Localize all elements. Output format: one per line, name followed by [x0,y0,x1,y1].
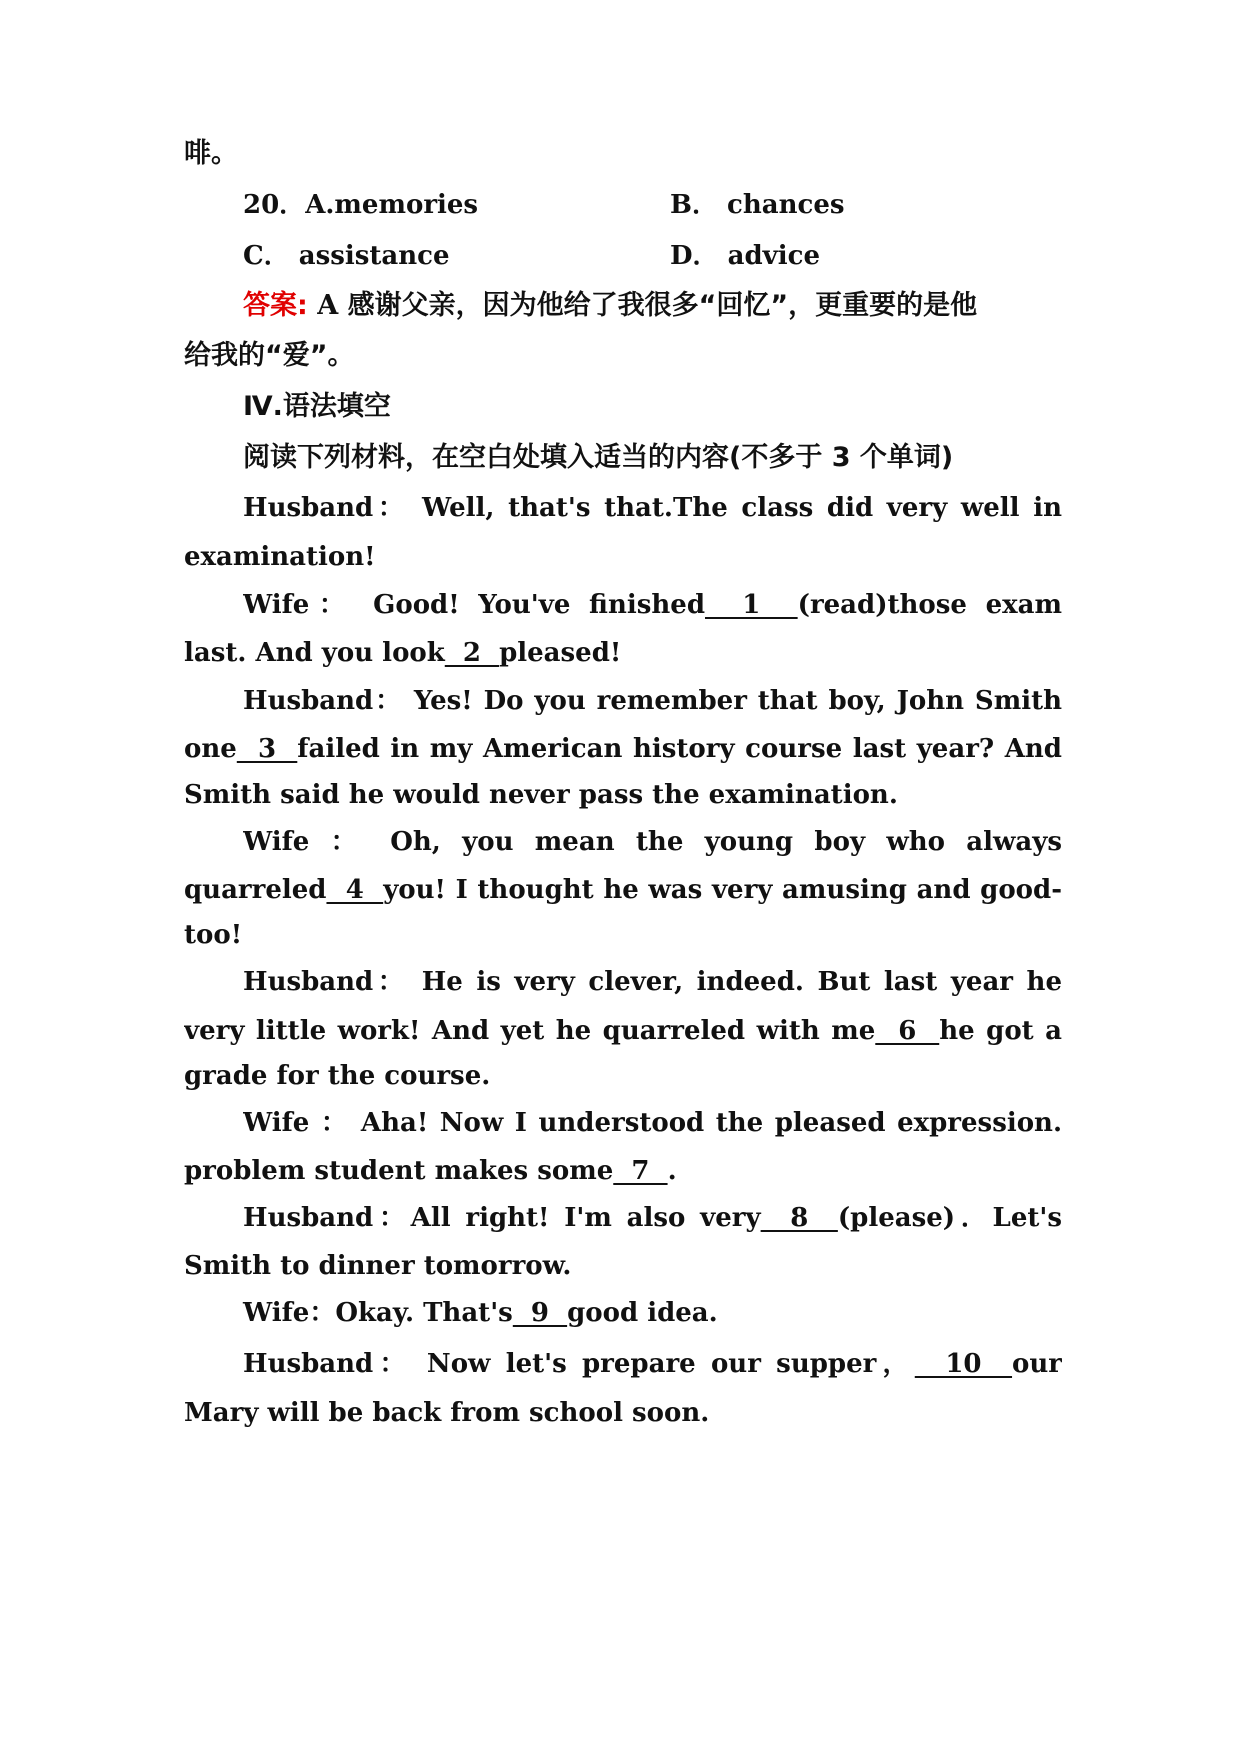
blank-1: 1 [705,590,798,620]
dialogue-line-1: Husband： Well, that's that.The class did very well in [243,493,1062,523]
section-instruction: 阅读下列材料，在空白处填入适当的内容(不多于 3 个单词) [243,442,954,473]
blank-3: 3 [236,734,298,764]
dialogue-line-7: Smith said he would never pass the examination. [184,780,898,810]
answer-letter: A [317,290,339,321]
blank-2: 2 [444,638,500,668]
question-20-row-2 [243,239,1062,273]
answer-line [243,289,1062,323]
dialogue-line-14: Wife ： Aha! Now I understood the pleased expression. [243,1108,1062,1138]
blank-10: 10 [914,1349,1013,1379]
dialogue-line-12: very little work! And yet he quarreled with me 6 he got a [184,1016,1062,1046]
blank-9: 9 [512,1298,568,1328]
dialogue-line-9: quarreled 4 you! I thought he was very amusing and good- [184,875,1062,905]
blank-7: 7 [613,1156,668,1186]
dialogue-line-17: Smith to dinner tomorrow. [184,1251,572,1281]
question-number: 20． [243,190,306,220]
answer-explanation: 感谢父亲，因为他给了我很多“回忆”，更重要的是他 [347,290,978,321]
dialogue-line-15: problem student makes some 7 . [184,1156,677,1186]
dialogue-line-11: Husband： He is very clever, indeed. But last year he [243,967,1062,997]
dialogue-line-2: examination! [184,542,376,572]
option-b: B． chances [670,190,845,220]
answer-label: 答案: [243,290,308,321]
option-a: A.memories [305,190,479,220]
dialogue-line-3: Wife： Good! You've finished 1 (read)those exam [243,590,1062,620]
dialogue-line-20: Mary will be back from school soon. [184,1398,710,1428]
option-c: C． assistance [243,241,450,271]
question-20-row-1 [243,188,1062,222]
blank-8: 8 [760,1203,838,1233]
dialogue-line-8: Wife ： Oh, you mean the young boy who always [243,827,1062,857]
dialogue-line-5: Husband： Yes! Do you remember that boy, John Smith [243,686,1062,716]
previous-text-tail: 啡。 [184,138,238,169]
option-d: D． advice [670,241,820,271]
dialogue-line-13: grade for the course. [184,1061,491,1091]
dialogue-line-19: Husband： Now let's prepare our supper， 10 our [243,1349,1062,1379]
dialogue-line-6: one 3 failed in my American history course last year? And [184,734,1062,764]
blank-4: 4 [326,875,384,905]
blank-6: 6 [875,1016,940,1046]
dialogue-line-16: Husband：All right! I'm also very 8 (please)．Let's [243,1203,1062,1233]
section-title: Ⅳ.语法填空 [243,391,391,422]
answer-explanation-cont: 给我的“爱”。 [184,340,355,371]
dialogue-line-4: last. And you look 2 pleased! [184,638,622,668]
dialogue-line-18: Wife：Okay. That's 9 good idea. [243,1298,718,1328]
dialogue-line-10: too! [184,920,243,950]
